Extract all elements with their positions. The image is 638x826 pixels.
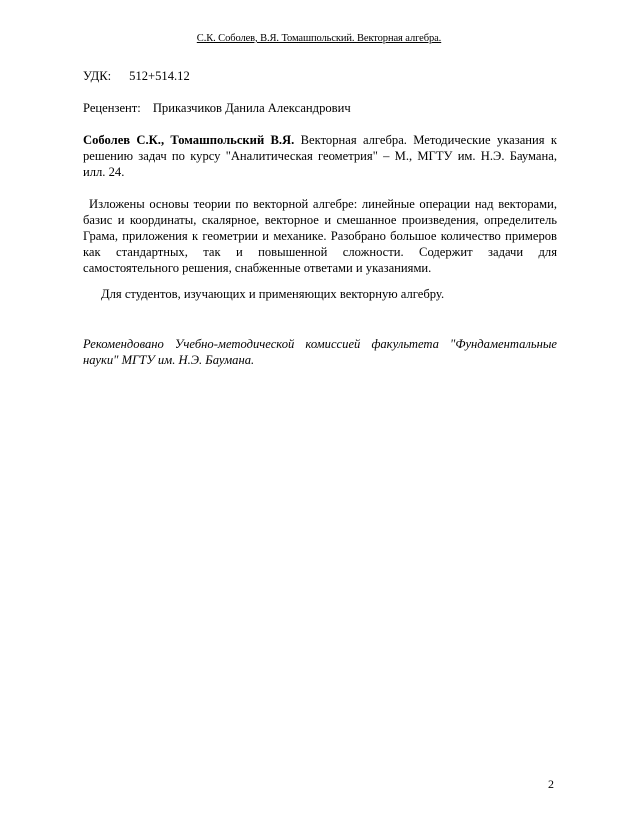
reviewer-label: Рецензент:	[83, 101, 141, 115]
udk-line	[83, 68, 557, 84]
recommendation-paragraph: Рекомендовано Учебно-методической комиссией факультета "Фундаментальные науки" МГТУ им. Н.Э. Баумана.	[83, 337, 557, 367]
udk-label: УДК:	[83, 69, 112, 83]
citation-authors: Соболев С.К., Томашпольский В.Я.	[83, 133, 295, 147]
bibliographic-citation	[83, 132, 557, 180]
audience-paragraph: Для студентов, изучающих и применяющих векторную алгебру.	[101, 287, 445, 301]
running-header: С.К. Соболев, В.Я. Томашпольский. Векторная алгебра.	[196, 33, 442, 44]
reviewer-line	[83, 100, 557, 116]
page-content	[83, 68, 557, 368]
abstract-paragraph: Изложены основы теории по векторной алгебре: линейные операции над векторами, базис и координаты, скалярное, векторное и смешанное произведения, определитель Грама, приложения к геометрии и механике. Разобрано большое количество примеров как стандартных, так и повышенной сложности. Содержит задачи для самостоятельного решения, снабженные ответами и указаниями.	[83, 197, 557, 275]
page-number: 2	[548, 777, 554, 791]
citation-text: Векторная алгебра. Методические указания к решению задач по курсу "Аналитическая геометрия" – М., МГТУ им. Н.Э. Баумана, илл. 24.	[83, 133, 557, 179]
udk-value: 512+514.12	[129, 69, 190, 83]
reviewer-name: Приказчиков Данила Александрович	[152, 101, 351, 115]
